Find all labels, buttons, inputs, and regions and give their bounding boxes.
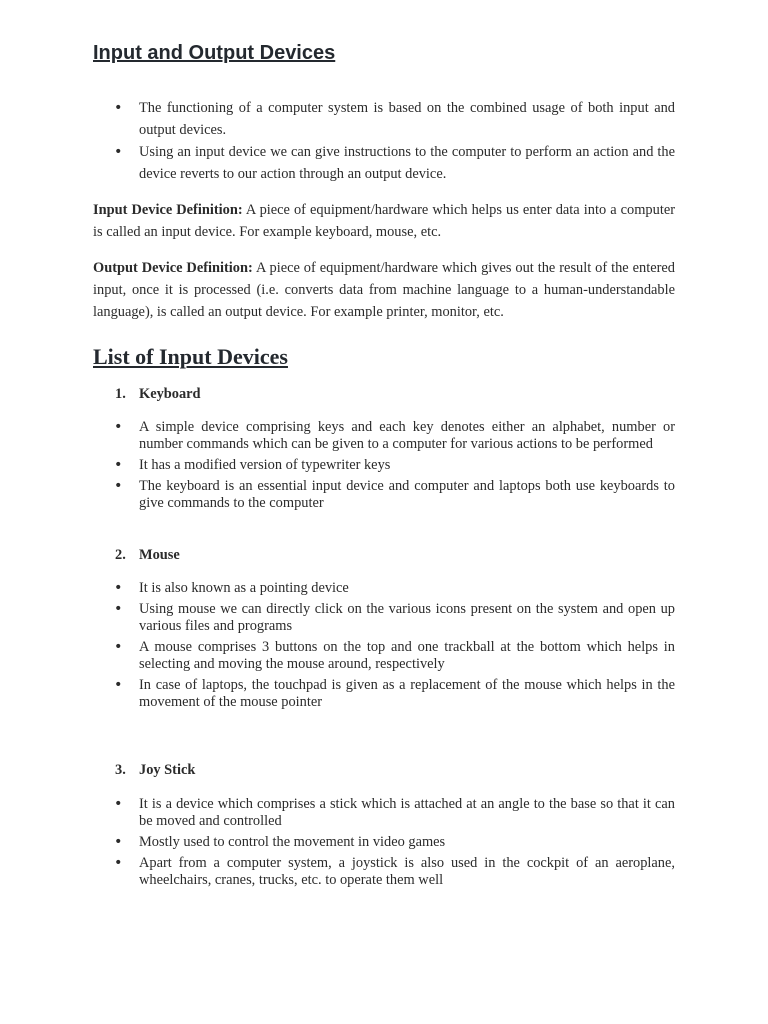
list-item: • A simple device comprising keys and each key denotes either an alphabet, number or number commands which can be given to a computer for various actions to be performed [93,419,675,453]
list-item: • A mouse comprises 3 buttons on the top and one trackball at the bottom which helps in selecting and moving the mouse around, respectively [93,639,675,673]
list-item: • The functioning of a computer system is based on the combined usage of both input and output devices. [93,97,675,141]
input-device-definition [93,199,675,243]
list-item: • It has a modified version of typewriter keys [93,457,675,474]
list-item: • The keyboard is an essential input device and computer and laptops both use keyboards to give commands to the computer [93,478,675,512]
device-number: 3. [115,762,126,778]
definition-text: A piece of equipment/hardware which gives out the result of the entered input, once it is processed (i.e. converts data from machine language to a human-understandable language), is called an output device. For example printer, monitor, etc. [93,260,675,320]
device-name: Keyboard [139,386,201,402]
list-item: • In case of laptops, the touchpad is given as a replacement of the mouse which helps in the movement of the mouse pointer [93,677,675,711]
mouse-points [93,580,675,715]
keyboard-points [93,419,675,516]
joystick-points [93,796,675,893]
page-title: Input and Output Devices [93,42,336,64]
intro-bullet-list [93,97,675,185]
list-item: • Using mouse we can directly click on the various icons present on the system and open up various files and programs [93,601,675,635]
device-name: Mouse [139,547,180,563]
definition-label: Output Device Definition: [93,260,253,276]
definition-text: A piece of equipment/hardware which helps us enter data into a computer is called an input device. For example keyboard, mouse, etc. [93,202,676,240]
device-number: 1. [115,386,126,402]
output-device-definition [93,257,675,323]
device-number: 2. [115,547,126,563]
list-item: • Apart from a computer system, a joystick is also used in the cockpit of an aeroplane, wheelchairs, cranes, trucks, etc. to operate them well [93,855,675,889]
list-item: • Using an input device we can give instructions to the computer to perform an action and the device reverts to our action through an output device. [93,141,675,185]
definition-label: Input Device Definition: [93,202,243,218]
list-item: • Mostly used to control the movement in video games [93,834,675,851]
device-name: Joy Stick [139,762,196,778]
list-item: • It is a device which comprises a stick which is attached at an angle to the base so that it can be moved and controlled [93,796,675,830]
section-heading: List of Input Devices [93,344,288,369]
list-item: • It is also known as a pointing device [93,580,675,597]
